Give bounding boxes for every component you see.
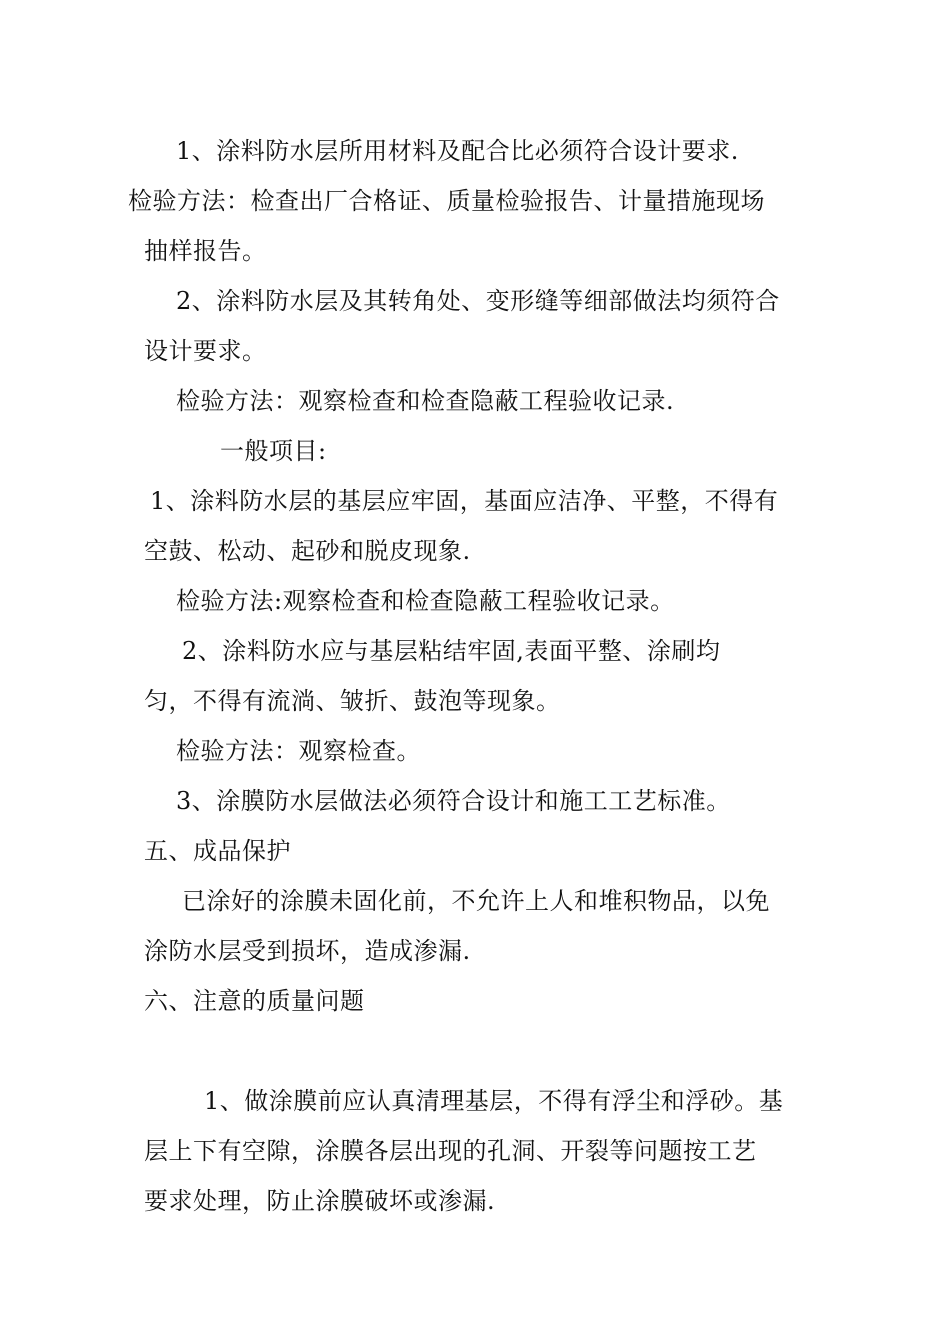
text-line: 层上下有空隙，涂膜各层出现的孔洞、开裂等问题按工艺 xyxy=(144,1137,757,1165)
text-line: 匀，不得有流淌、皱折、鼓泡等现象。 xyxy=(144,687,561,715)
text-line: 抽样报告。 xyxy=(144,237,267,265)
text-line: 1、做涂膜前应认真清理基层，不得有浮尘和浮砂。基 xyxy=(204,1087,784,1115)
text-line: 要求处理，防止涂膜破坏或渗漏. xyxy=(144,1187,496,1215)
text-line: 2、涂料防水应与基层粘结牢固,表面平整、涂刷均 xyxy=(182,637,721,665)
section-heading: 五、成品保护 xyxy=(144,837,291,865)
text-line: 检验方法:观察检查和检查隐蔽工程验收记录。 xyxy=(176,587,675,615)
section-heading: 一般项目: xyxy=(220,437,327,465)
text-line: 设计要求。 xyxy=(144,337,267,365)
text-line: 1、涂料防水层的基层应牢固，基面应洁净、平整，不得有 xyxy=(150,487,779,515)
text-line: 3、涂膜防水层做法必须符合设计和施工工艺标准。 xyxy=(176,787,731,815)
text-line: 检验方法：观察检查。 xyxy=(176,737,421,765)
text-line: 已涂好的涂膜未固化前，不允许上人和堆积物品，以免 xyxy=(182,887,770,915)
text-line: 检验方法：观察检查和检查隐蔽工程验收记录. xyxy=(176,387,675,415)
text-line: 1、涂料防水层所用材料及配合比必须符合设计要求. xyxy=(176,137,739,165)
text-line: 2、涂料防水层及其转角处、变形缝等细部做法均须符合 xyxy=(176,287,780,315)
section-heading: 六、注意的质量问题 xyxy=(144,987,365,1015)
text-line: 检验方法：检查出厂合格证、质量检验报告、计量措施现场 xyxy=(128,187,765,215)
text-line: 涂防水层受到损坏，造成渗漏. xyxy=(144,937,471,965)
text-line: 空鼓、松动、起砂和脱皮现象. xyxy=(144,537,471,565)
